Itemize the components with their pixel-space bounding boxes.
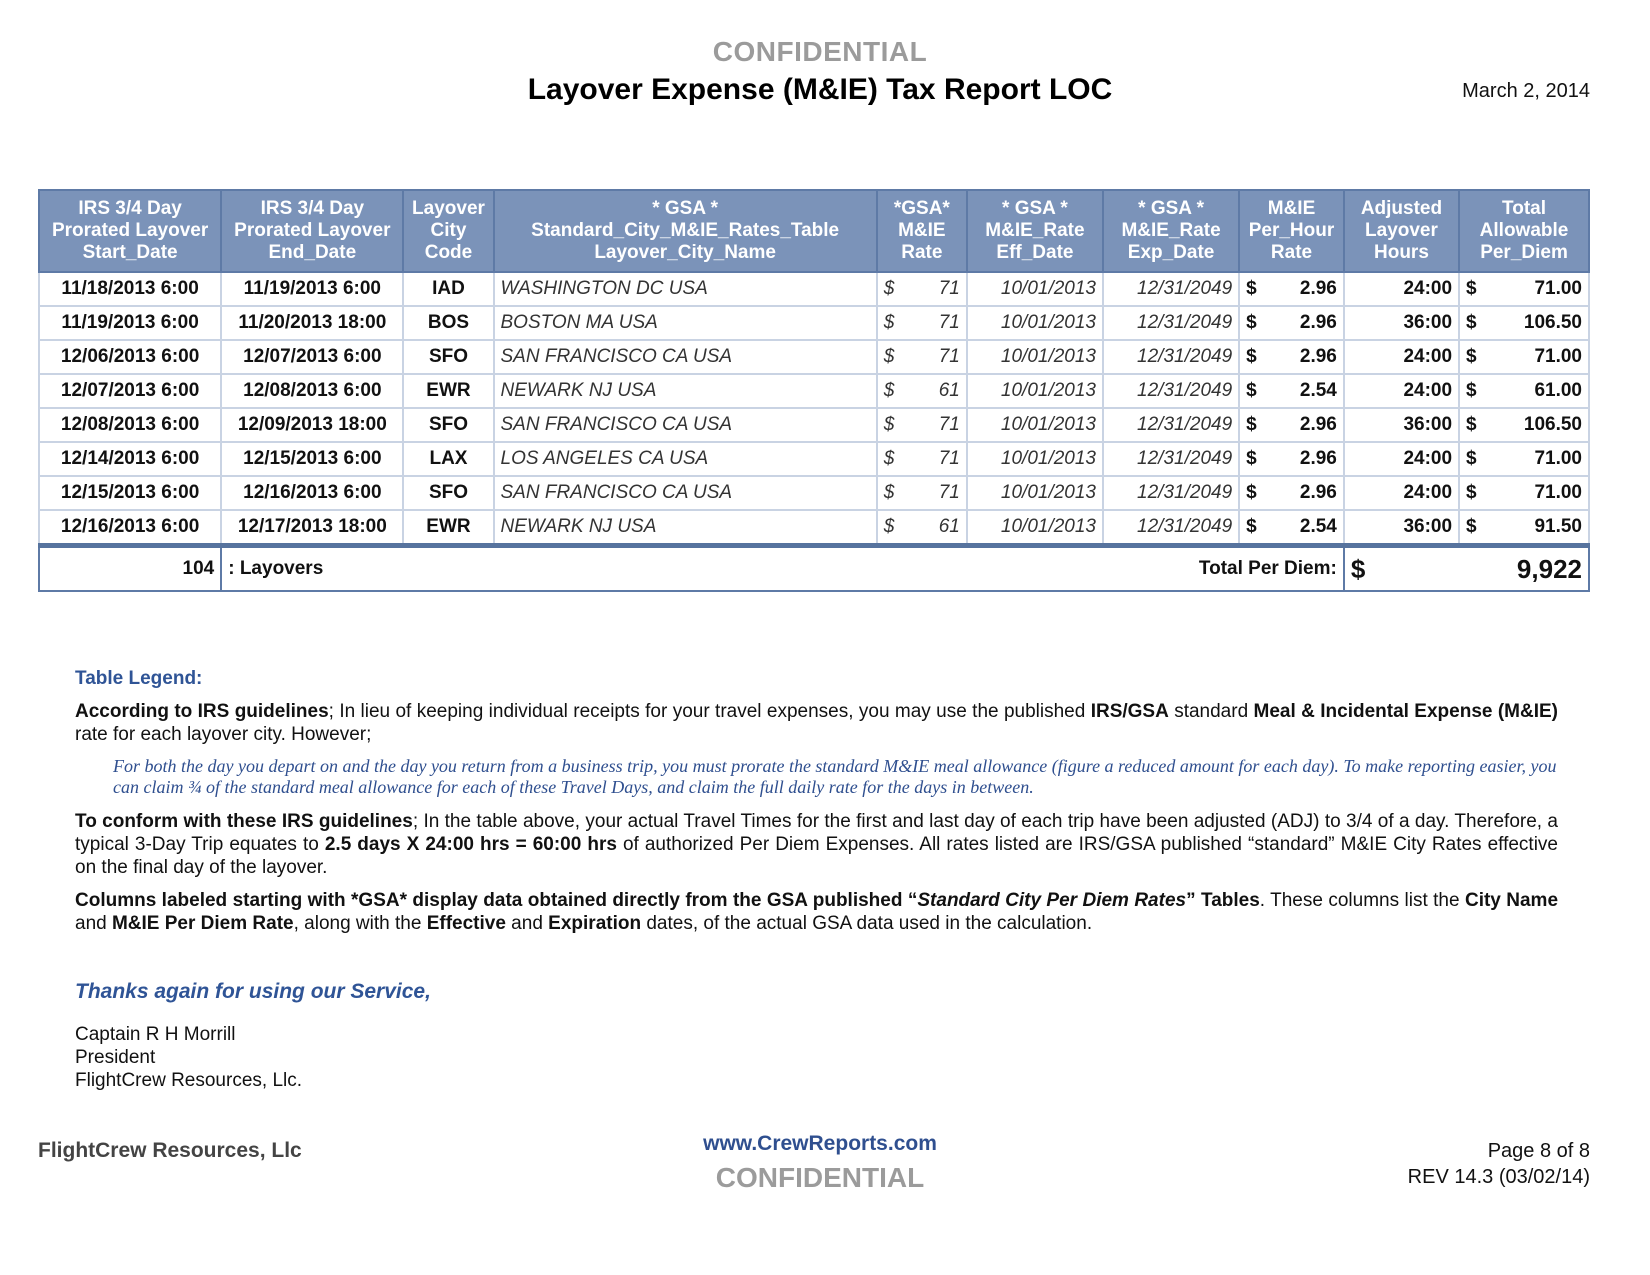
legend-paragraph-irs: According to IRS guidelines; In lieu of keeping individual receipts for your travel expenses, you may use the published IRS/GSA standard Meal & Incidental Expense (M&IE) rate for each layover city. However; [75, 701, 1558, 745]
legend-irs-quote: For both the day you depart on and the day you return from a business trip, you must prorate the standard M&IE meal allowance (figure a reduced amount for each day). To make reporting easier, you can claim ¾ of the standard meal allowance for each of these Travel Days, and claim the full daily rate for the days in between. [113, 756, 1557, 797]
total-per-diem-cell: $ 71.00 [1459, 340, 1589, 374]
gsa-rate-cell: $ 71 [877, 476, 967, 510]
end-date-cell: 12/16/2013 6:00 [221, 476, 403, 510]
legend-paragraph-conform: To conform with these IRS guidelines; In the table above, your actual Travel Times for the first and last day of each trip have been adjusted (ADJ) to 3/4 of a day. Therefore, a typical 3-Day Trip equates to 2.5 days X 24:00 hrs = 60:00 hrs of authorized Per Diem Expenses. All rates listed are IRS/GSA published “standard” M&IE City Rates effective on the final day of the layover. [75, 811, 1558, 878]
city-code-cell: SFO [403, 476, 493, 510]
legend-paragraph-gsa: Columns labeled starting with *GSA* display data obtained directly from the GSA published “Standard City Per Diem Rates” Tables. These columns list the City Name and M&IE Per Diem Rate, along with the Effective and Expiration dates, of the actual GSA data used in the calculation. [75, 890, 1559, 934]
end-date-cell: 12/15/2013 6:00 [221, 442, 403, 476]
table-row [39, 340, 1589, 374]
start-date-cell: 11/18/2013 6:00 [39, 272, 221, 306]
gsa-rate-cell: $ 71 [877, 442, 967, 476]
column-header: IRS 3/4 Day Prorated Layover End_Date [221, 190, 403, 272]
layover-count: 104 [39, 546, 221, 592]
confidential-header: CONFIDENTIAL [712, 36, 928, 67]
total-per-diem-cell: $ 61.00 [1459, 374, 1589, 408]
signer-name: Captain R H Morrill [75, 1024, 236, 1045]
eff-date-cell: 10/01/2013 [967, 476, 1103, 510]
start-date-cell: 12/08/2013 6:00 [39, 408, 221, 442]
total-per-diem-cell [1344, 546, 1589, 592]
eff-date-cell: 10/01/2013 [967, 442, 1103, 476]
total-per-diem-cell: $ 106.50 [1459, 306, 1589, 340]
start-date-cell: 12/15/2013 6:00 [39, 476, 221, 510]
signer-company: FlightCrew Resources, Llc. [75, 1070, 303, 1091]
eff-date-cell: 10/01/2013 [967, 272, 1103, 306]
table-row [39, 374, 1589, 408]
start-date-cell: 12/16/2013 6:00 [39, 510, 221, 546]
column-header: Adjusted Layover Hours [1344, 190, 1459, 272]
exp-date-cell: 12/31/2049 [1103, 306, 1239, 340]
column-header: * GSA * Standard_City_M&IE_Rates_Table Layover_City_Name [494, 190, 877, 272]
layover-count-cell [221, 546, 1344, 592]
city-code-cell: EWR [403, 374, 493, 408]
column-header: Layover City Code [403, 190, 493, 272]
eff-date-cell: 10/01/2013 [967, 340, 1103, 374]
city-name-cell: SAN FRANCISCO CA USA [494, 476, 877, 510]
eff-date-cell: 10/01/2013 [967, 408, 1103, 442]
city-code-cell: SFO [403, 340, 493, 374]
table-legend [75, 668, 1558, 945]
city-name-cell: NEWARK NJ USA [494, 374, 877, 408]
table-footer-row [39, 546, 1589, 592]
exp-date-cell: 12/31/2049 [1103, 272, 1239, 306]
column-header: IRS 3/4 Day Prorated Layover Start_Date [39, 190, 221, 272]
city-name-cell: NEWARK NJ USA [494, 510, 877, 546]
thanks-message: Thanks again for using our Service, [75, 980, 431, 1003]
footer-website-link[interactable]: www.CrewReports.com [703, 1132, 937, 1155]
adjusted-hours-cell: 36:00 [1344, 306, 1459, 340]
city-name-cell: SAN FRANCISCO CA USA [494, 408, 877, 442]
total-per-diem-value: 9,922 [1516, 553, 1582, 584]
table-row [39, 306, 1589, 340]
gsa-rate-cell: $ 71 [877, 340, 967, 374]
signature-block [75, 1023, 302, 1092]
layover-expense-table [38, 189, 1590, 592]
city-name-cell: SAN FRANCISCO CA USA [494, 340, 877, 374]
column-header: * GSA * M&IE_Rate Exp_Date [1103, 190, 1239, 272]
column-header: *GSA* M&IE Rate [877, 190, 967, 272]
per-hour-rate-cell: $ 2.96 [1239, 340, 1344, 374]
gsa-rate-cell: $ 61 [877, 374, 967, 408]
gsa-rate-cell: $ 71 [877, 306, 967, 340]
legend-title: Table Legend: [75, 668, 203, 689]
city-code-cell: LAX [403, 442, 493, 476]
total-per-diem-cell: $ 71.00 [1459, 272, 1589, 306]
start-date-cell: 12/14/2013 6:00 [39, 442, 221, 476]
table-header-row [39, 190, 1589, 272]
city-code-cell: EWR [403, 510, 493, 546]
city-code-cell: IAD [403, 272, 493, 306]
per-hour-rate-cell: $ 2.96 [1239, 306, 1344, 340]
column-header: M&IE Per_Hour Rate [1239, 190, 1344, 272]
city-name-cell: WASHINGTON DC USA [494, 272, 877, 306]
end-date-cell: 12/07/2013 6:00 [221, 340, 403, 374]
end-date-cell: 12/09/2013 18:00 [221, 408, 403, 442]
table-row [39, 442, 1589, 476]
adjusted-hours-cell: 24:00 [1344, 374, 1459, 408]
confidential-footer: CONFIDENTIAL [715, 1162, 925, 1193]
adjusted-hours-cell: 24:00 [1344, 442, 1459, 476]
table-row [39, 408, 1589, 442]
report-date: March 2, 2014 [1462, 80, 1590, 102]
gsa-rate-cell: $ 71 [877, 408, 967, 442]
gsa-rate-cell: $ 61 [877, 510, 967, 546]
table-row [39, 272, 1589, 306]
total-per-diem-label: Total Per Diem: [1198, 558, 1337, 579]
footer-company: FlightCrew Resources, Llc [38, 1139, 302, 1162]
table-body [39, 272, 1589, 546]
gsa-rate-cell: $ 71 [877, 272, 967, 306]
table-row [39, 510, 1589, 546]
adjusted-hours-cell: 36:00 [1344, 408, 1459, 442]
total-per-diem-cell: $ 91.50 [1459, 510, 1589, 546]
adjusted-hours-cell: 24:00 [1344, 340, 1459, 374]
city-code-cell: BOS [403, 306, 493, 340]
total-currency-symbol: $ [1350, 553, 1366, 584]
page-number: Page 8 of 8 [1487, 1140, 1590, 1162]
column-header: Total Allowable Per_Diem [1459, 190, 1589, 272]
adjusted-hours-cell: 24:00 [1344, 272, 1459, 306]
start-date-cell: 12/06/2013 6:00 [39, 340, 221, 374]
eff-date-cell: 10/01/2013 [967, 510, 1103, 546]
city-code-cell: SFO [403, 408, 493, 442]
layover-count-label: : Layovers [228, 558, 324, 579]
table-row [39, 476, 1589, 510]
per-hour-rate-cell: $ 2.54 [1239, 374, 1344, 408]
start-date-cell: 12/07/2013 6:00 [39, 374, 221, 408]
per-hour-rate-cell: $ 2.96 [1239, 476, 1344, 510]
total-per-diem-cell: $ 106.50 [1459, 408, 1589, 442]
per-hour-rate-cell: $ 2.96 [1239, 272, 1344, 306]
exp-date-cell: 12/31/2049 [1103, 340, 1239, 374]
per-hour-rate-cell: $ 2.96 [1239, 408, 1344, 442]
total-per-diem-cell: $ 71.00 [1459, 476, 1589, 510]
total-per-diem-cell: $ 71.00 [1459, 442, 1589, 476]
adjusted-hours-cell: 36:00 [1344, 510, 1459, 546]
per-hour-rate-cell: $ 2.54 [1239, 510, 1344, 546]
exp-date-cell: 12/31/2049 [1103, 476, 1239, 510]
eff-date-cell: 10/01/2013 [967, 306, 1103, 340]
city-name-cell: BOSTON MA USA [494, 306, 877, 340]
exp-date-cell: 12/31/2049 [1103, 510, 1239, 546]
revision-info: REV 14.3 (03/02/14) [1407, 1166, 1590, 1188]
column-header: * GSA * M&IE_Rate Eff_Date [967, 190, 1103, 272]
end-date-cell: 11/19/2013 6:00 [221, 272, 403, 306]
per-hour-rate-cell: $ 2.96 [1239, 442, 1344, 476]
exp-date-cell: 12/31/2049 [1103, 408, 1239, 442]
exp-date-cell: 12/31/2049 [1103, 374, 1239, 408]
signer-role: President [75, 1047, 156, 1068]
eff-date-cell: 10/01/2013 [967, 374, 1103, 408]
city-name-cell: LOS ANGELES CA USA [494, 442, 877, 476]
report-title: Layover Expense (M&IE) Tax Report LOC [527, 73, 1113, 106]
adjusted-hours-cell: 24:00 [1344, 476, 1459, 510]
exp-date-cell: 12/31/2049 [1103, 442, 1239, 476]
end-date-cell: 11/20/2013 18:00 [221, 306, 403, 340]
end-date-cell: 12/08/2013 6:00 [221, 374, 403, 408]
end-date-cell: 12/17/2013 18:00 [221, 510, 403, 546]
start-date-cell: 11/19/2013 6:00 [39, 306, 221, 340]
